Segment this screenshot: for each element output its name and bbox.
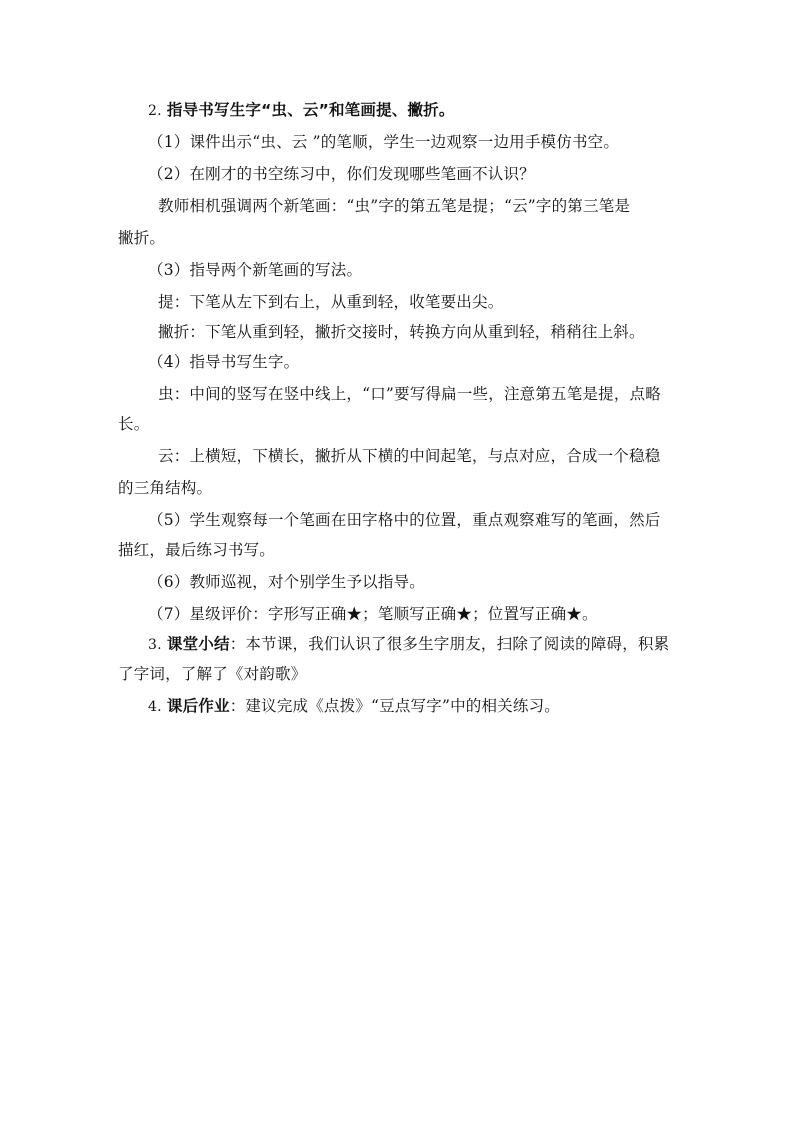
step-2: （2）在刚才的书空练习中，你们发现哪些笔画不认识？ [148, 165, 535, 183]
step-4: （4）指导书写生字。 [148, 353, 300, 371]
section-2-number: 2. [148, 103, 162, 119]
section-2-title: 指导书写生字“虫、云”和笔画提、撇折。 [166, 101, 455, 119]
teacher-note-line-2: 撇折。 [118, 229, 166, 247]
stroke-piezhe-desc: 撇折：下笔从重到轻，撇折交接时，转换方向从重到轻，稍稍往上斜。 [158, 323, 645, 341]
section-3-text-1: ：本节课，我们认识了很多生字朋友，扫除了阅读的障碍，积累 [229, 635, 670, 653]
section-3-line-1 [148, 634, 669, 655]
char-yun-line-1: 云：上横短，下横长，撇折从下横的中间起笔，与点对应，合成一个稳稳 [158, 447, 661, 465]
section-4-line [148, 696, 560, 717]
section-3-line-2: 了字词，了解了《对韵歌》 [118, 665, 307, 683]
char-chong-line-1: 虫：中间的竖写在竖中线上，“口”要写得扁一些，注意第五笔是提，点略 [158, 385, 661, 403]
step-3: （3）指导两个新笔画的写法。 [148, 261, 363, 279]
section-4-number: 4. [148, 699, 162, 715]
step-7: （7）星级评价：字形写正确★；笔顺写正确★；位置写正确★。 [148, 605, 598, 623]
teacher-note-line-1: 教师相机强调两个新笔画：“虫”字的第五笔是提；“云”字的第三笔是 [158, 197, 631, 215]
section-4-text: ：建议完成《点拨》“豆点写字”中的相关练习。 [229, 697, 560, 715]
section-4-label: 课后作业 [166, 697, 230, 715]
step-1: （1）课件出示“虫、云 ”的笔顺，学生一边观察一边用手模仿书空。 [148, 133, 620, 151]
step-5-line-2: 描红，最后练习书写。 [118, 541, 276, 559]
step-6: （6）教师巡视，对个别学生予以指导。 [148, 573, 425, 591]
char-yun-line-2: 的三角结构。 [118, 479, 213, 497]
stroke-ti-desc: 提：下笔从左下到右上，从重到轻，收笔要出尖。 [158, 293, 504, 311]
section-2-heading [148, 100, 455, 121]
section-3-label: 课堂小结 [166, 635, 230, 653]
char-chong-line-2: 长。 [118, 415, 150, 433]
step-5-line-1: （5）学生观察每一个笔画在田字格中的位置，重点观察难写的笔画，然后 [148, 511, 661, 529]
section-3-number: 3. [148, 637, 162, 653]
